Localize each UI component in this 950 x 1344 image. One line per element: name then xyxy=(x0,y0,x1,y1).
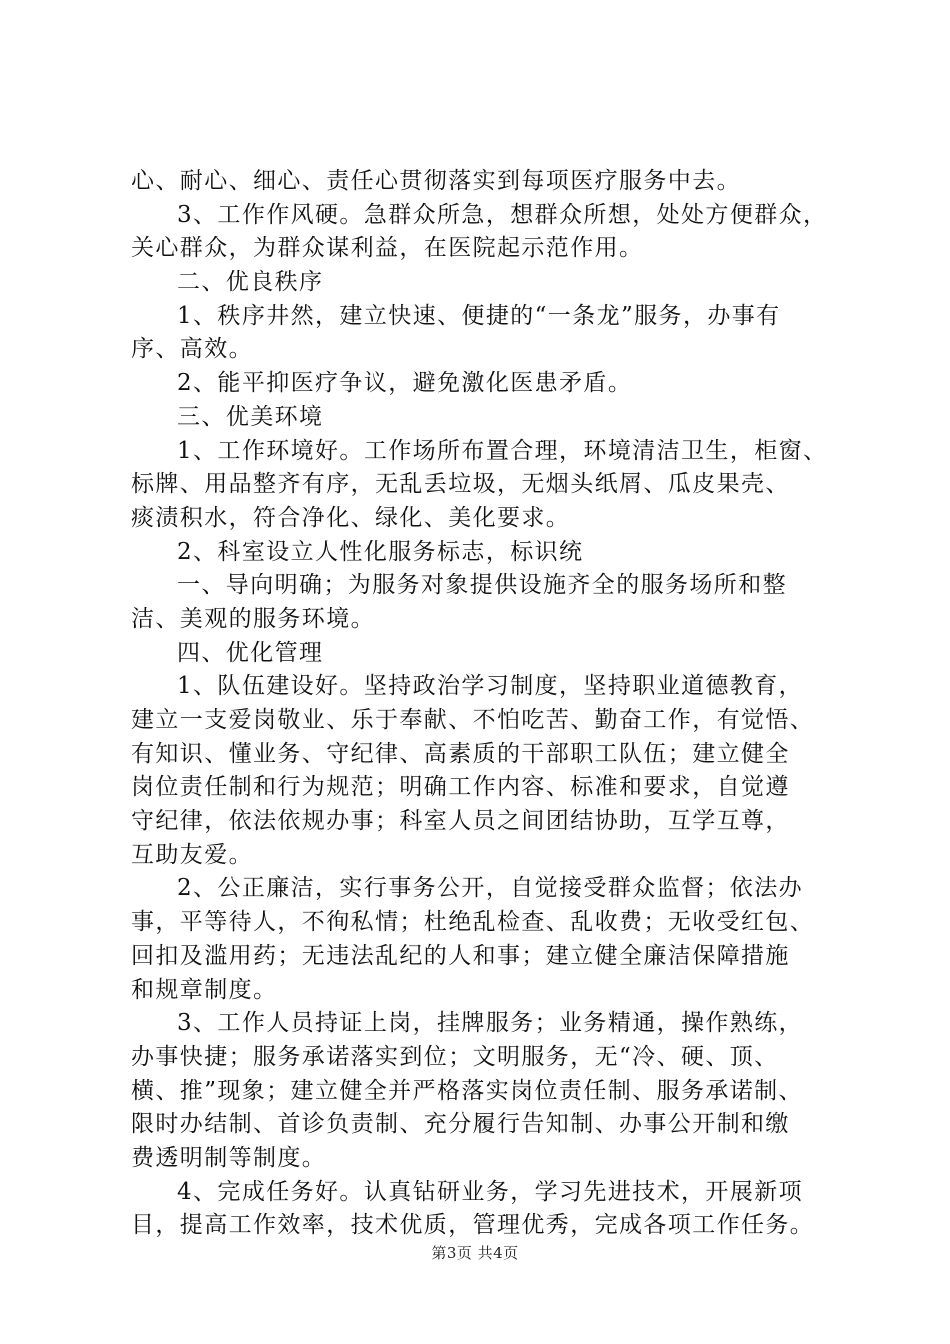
text-line: 4、完成任务好。认真钻研业务，学习先进技术，开展新项 xyxy=(177,1178,804,1205)
text-line: 岗位责任制和行为规范；明确工作内容、标准和要求，自觉遵 xyxy=(131,774,790,801)
text-line: 一、导向明确；为服务对象提供设施齐全的服务场所和整 xyxy=(177,572,787,599)
text-line: 二、优良秩序 xyxy=(177,269,324,296)
text-line: 有知识、懂业务、守纪律、高素质的干部职工队伍；建立健全 xyxy=(131,740,790,767)
text-line: 建立一支爱岗敬业、乐于奉献、不怕吃苦、勤奋工作，有觉悟、 xyxy=(131,707,815,733)
text-line: 事，平等待人，不徇私情；杜绝乱检查、乱收费；无收受红包、 xyxy=(131,909,815,936)
text-line: 标牌、用品整齐有序，无乱丢垃圾，无烟头纸屑、瓜皮果壳、 xyxy=(131,471,790,498)
text-line: 3、工作人员持证上岗，挂牌服务；业务精通，操作熟练， xyxy=(177,1010,804,1037)
text-line: 1、工作环境好。工作场所布置合理，环境清洁卫生，柜窗、 xyxy=(177,437,828,464)
text-line: 三、优美环境 xyxy=(177,403,324,430)
page-footer: 第3页 共4页 xyxy=(431,1244,519,1262)
text-line: 横、推”现象；建立健全并严格落实岗位责任制、服务承诺制、 xyxy=(131,1077,803,1104)
text-line: 3、工作作风硬。急群众所急，想群众所想，处处方便群众， xyxy=(177,201,828,228)
text-line: 痰渍积水，符合净化、绿化、美化要求。 xyxy=(131,504,571,531)
body-text xyxy=(131,165,836,1243)
text-line: 目，提高工作效率，技术优质，管理优秀，完成各项工作任务。 xyxy=(131,1212,815,1239)
text-line: 1、秩序井然，建立快速、便捷的“一条龙”服务，办事有 xyxy=(177,302,781,329)
text-line: 2、公正廉洁，实行事务公开，自觉接受群众监督；依法办 xyxy=(177,875,804,902)
text-line: 办事快捷；服务承诺落实到位；文明服务，无“冷、硬、顶、 xyxy=(131,1043,779,1070)
text-line: 四、优化管理 xyxy=(177,639,324,666)
text-line: 关心群众，为群众谋利益，在医院起示范作用。 xyxy=(131,235,644,262)
text-line: 2、能平抑医疗争议，避免激化医患矛盾。 xyxy=(177,370,633,397)
text-line: 费透明制等制度。 xyxy=(131,1144,327,1171)
text-line: 互助友爱。 xyxy=(131,841,253,868)
text-line: 序、高效。 xyxy=(131,336,253,363)
text-line: 2、科室设立人性化服务标志，标识统 xyxy=(177,538,584,565)
text-line: 洁、美观的服务环境。 xyxy=(131,605,375,632)
text-line: 心、耐心、细心、责任心贯彻落实到每项医疗服务中去。 xyxy=(131,168,741,194)
text-line: 和规章制度。 xyxy=(131,976,278,1003)
text-line: 回扣及滥用药；无违法乱纪的人和事；建立健全廉洁保障措施 xyxy=(131,942,790,969)
text-line: 限时办结制、首诊负责制、充分履行告知制、办事公开制和缴 xyxy=(131,1111,790,1138)
text-line: 1、队伍建设好。坚持政治学习制度，坚持职业道德教育， xyxy=(177,673,804,700)
text-line: 守纪律，依法依规办事；科室人员之间团结协助，互学互尊， xyxy=(131,808,790,835)
